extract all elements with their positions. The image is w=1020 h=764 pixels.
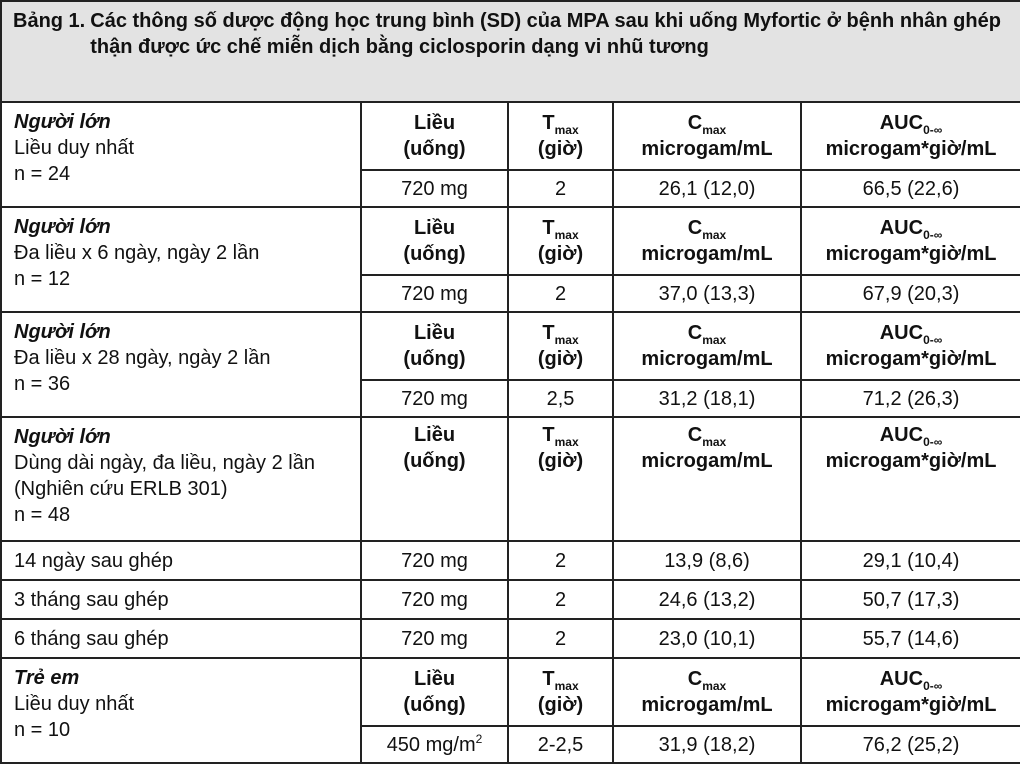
cell-timepoint: 6 tháng sau ghép [1, 619, 361, 658]
col-header-tmax: $T_{max}$ (giờ) [508, 102, 613, 170]
col-header-auc: $AUC_{0-\infty}$ microgam*giờ/mL [801, 102, 1020, 170]
group-name: Người lớn [14, 321, 111, 343]
cell-timepoint: 3 tháng sau ghép [1, 580, 361, 619]
group-name: Người lớn [14, 426, 111, 448]
group-label-cell [1, 207, 361, 312]
group-header-row [1, 312, 1020, 380]
cell-auc: 67,9 (20,3) [801, 275, 1020, 312]
cell-tmax: 2 [508, 580, 613, 619]
group-header-row [1, 658, 1020, 726]
table-number: Bảng 1. [13, 10, 86, 32]
col-header-tmax: $T_{max}$ (giờ) [508, 207, 613, 275]
cell-auc: 55,7 (14,6) [801, 619, 1020, 658]
group-n: n = 12 [14, 268, 71, 290]
col-header-auc: $AUC_{0-\infty}$ microgam*giờ/mL [801, 312, 1020, 380]
col-header-auc: $AUC_{0-\infty}$ microgam*giờ/mL [801, 207, 1020, 275]
group-name: Người lớn [14, 216, 111, 238]
col-header-dose: Liều (uống) [361, 207, 508, 275]
cell-dose: 720 mg [361, 619, 508, 658]
col-header-cmax: $C_{max}$ microgam/mL [613, 312, 801, 380]
group-regimen: Đa liều x 6 ngày, ngày 2 lần [14, 242, 260, 264]
group-study: (Nghiên cứu ERLB 301) [14, 478, 228, 500]
group-header-row [1, 102, 1020, 170]
group-label-cell [1, 102, 361, 207]
group-n: n = 48 [14, 504, 71, 526]
cell-tmax: 2,5 [508, 380, 613, 417]
group-label-cell [1, 658, 361, 763]
col-header-tmax: $T_{max}$ (giờ) [508, 417, 613, 541]
col-header-cmax: $C_{max}$ microgam/mL [613, 207, 801, 275]
col-header-dose: Liều (uống) [361, 658, 508, 726]
cell-cmax: 24,6 (13,2) [613, 580, 801, 619]
table-row [1, 619, 1020, 658]
col-header-cmax: $C_{max}$ microgam/mL [613, 102, 801, 170]
group-label-cell [1, 417, 361, 541]
group-n: n = 10 [14, 719, 71, 741]
cell-dose: 720 mg [361, 170, 508, 207]
cell-auc: 50,7 (17,3) [801, 580, 1020, 619]
cell-dose: 720 mg [361, 580, 508, 619]
group-name: Trẻ em [14, 667, 80, 689]
cell-dose: 720 mg [361, 275, 508, 312]
group-regimen: Đa liều x 28 ngày, ngày 2 lần [14, 347, 271, 369]
cell-auc: 29,1 (10,4) [801, 541, 1020, 580]
col-header-dose: Liều (uống) [361, 312, 508, 380]
cell-dose: 450 $mg/m^2$ [361, 726, 508, 763]
group-header-row [1, 417, 1020, 541]
cell-cmax: 31,9 (18,2) [613, 726, 801, 763]
table-row [1, 541, 1020, 580]
cell-auc: 66,5 (22,6) [801, 170, 1020, 207]
group-regimen: Dùng dài ngày, đa liều, ngày 2 lần [14, 452, 315, 474]
col-header-auc: $AUC_{0-\infty}$ microgam*giờ/mL [801, 658, 1020, 726]
cell-cmax: 23,0 (10,1) [613, 619, 801, 658]
col-header-tmax: $T_{max}$ (giờ) [508, 312, 613, 380]
cell-dose: 720 mg [361, 380, 508, 417]
col-header-cmax: $C_{max}$ microgam/mL [613, 417, 801, 541]
cell-cmax: 37,0 (13,3) [613, 275, 801, 312]
col-header-tmax: $T_{max}$ (giờ) [508, 658, 613, 726]
cell-cmax: 26,1 (12,0) [613, 170, 801, 207]
table-title: Các thông số dược động học trung bình (SD) của MPA sau khi uống Myfortic ở bệnh nhân ghép thận được ức chế miễn dịch bằng ciclosporin dạng vi nhũ tương [90, 10, 1001, 58]
group-regimen: Liều duy nhất [14, 693, 135, 715]
cell-tmax: 2-2,5 [508, 726, 613, 763]
table-caption [1, 1, 1020, 102]
table-row [1, 580, 1020, 619]
cell-dose: 720 mg [361, 541, 508, 580]
col-header-auc: $AUC_{0-\infty}$ microgam*giờ/mL [801, 417, 1020, 541]
group-n: n = 24 [14, 163, 71, 185]
group-n: n = 36 [14, 373, 71, 395]
cell-tmax: 2 [508, 619, 613, 658]
group-regimen: Liều duy nhất [14, 137, 135, 159]
cell-timepoint: 14 ngày sau ghép [1, 541, 361, 580]
cell-tmax: 2 [508, 170, 613, 207]
col-header-dose: Liều (uống) [361, 102, 508, 170]
cell-cmax: 31,2 (18,1) [613, 380, 801, 417]
cell-cmax: 13,9 (8,6) [613, 541, 801, 580]
cell-auc: 71,2 (26,3) [801, 380, 1020, 417]
group-label-cell [1, 312, 361, 417]
group-header-row [1, 207, 1020, 275]
col-header-cmax: $C_{max}$ microgam/mL [613, 658, 801, 726]
cell-tmax: 2 [508, 275, 613, 312]
cell-tmax: 2 [508, 541, 613, 580]
col-header-dose: Liều (uống) [361, 417, 508, 541]
cell-auc: 76,2 (25,2) [801, 726, 1020, 763]
group-name: Người lớn [14, 111, 111, 133]
